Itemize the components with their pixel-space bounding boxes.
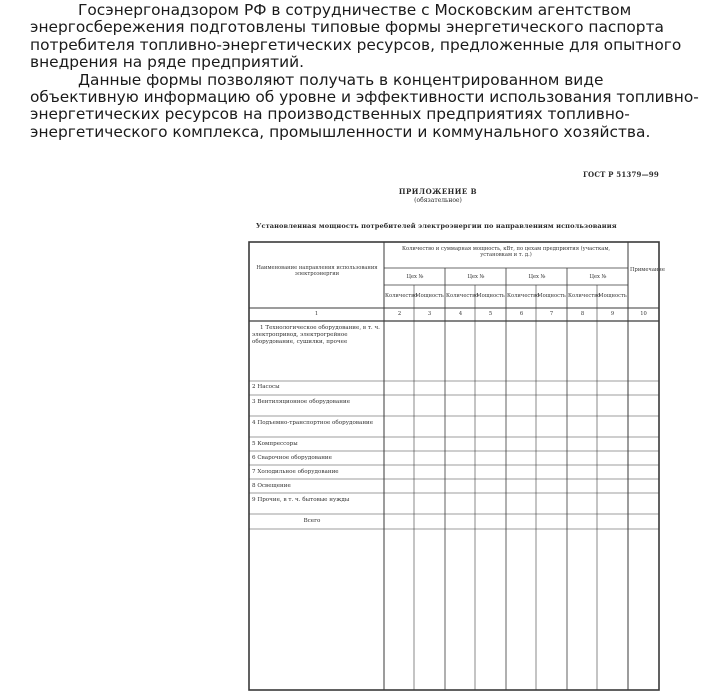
scanned-form-image bbox=[238, 165, 672, 540]
sub-power-4: Мощность bbox=[598, 293, 627, 299]
appendix-note: (обязательное) bbox=[414, 197, 462, 204]
sub-power-2: Мощность bbox=[476, 293, 505, 299]
col-number-3: 3 bbox=[427, 311, 432, 317]
col-number-7: 7 bbox=[549, 311, 554, 317]
appendix-title: ПРИЛОЖЕНИЕ В bbox=[398, 187, 478, 196]
header-left: Наименование направления использования электроэнергии bbox=[256, 265, 378, 278]
table-grid-lines bbox=[248, 241, 665, 691]
sub-power-3: Мощность bbox=[537, 293, 566, 299]
body-text bbox=[30, 2, 702, 141]
row-total: Всего bbox=[303, 518, 321, 524]
row-label-9: 9 Прочие, в т. ч. бытовые нужды bbox=[252, 497, 350, 503]
col-number-4: 4 bbox=[458, 311, 463, 317]
row-label-5: 5 Компрессоры bbox=[252, 441, 298, 447]
sub-qty-2: Количество bbox=[446, 293, 479, 299]
form-title: Установленная мощность потребителей электроэнергии по направлениям использования bbox=[256, 222, 617, 230]
sub-qty-1: Количество bbox=[385, 293, 418, 299]
col-number-8: 8 bbox=[580, 311, 585, 317]
row-label-8: 8 Освещение bbox=[252, 483, 291, 489]
row-label-2: 2 Насосы bbox=[252, 384, 280, 390]
col-number-9: 9 bbox=[610, 311, 615, 317]
shop-label-1: Цех № bbox=[406, 274, 424, 280]
sub-power-1: Мощность bbox=[415, 293, 444, 299]
col-number-2: 2 bbox=[397, 311, 402, 317]
header-notes: Примечание bbox=[630, 267, 665, 273]
row-label-3: 3 Вентиляционное оборудование bbox=[252, 399, 351, 405]
appendix-heading bbox=[368, 187, 508, 205]
paragraph-1: Госэнергонадзором РФ в сотрудничестве с Московским агентством энергосбережения подготовлены типовые формы энергетического паспорта потребителя топливно-энергетических ресурсов, предложенные для опытного внедрения на ряде предприятий. bbox=[30, 1, 682, 72]
sub-qty-3: Количество bbox=[507, 293, 540, 299]
col-number-1: 1 bbox=[314, 311, 319, 317]
sub-qty-4: Количество bbox=[568, 293, 601, 299]
header-group: Количество и суммарная мощность, кВт, по цехам предприятия (участкам, установкам и т. д.) bbox=[401, 246, 611, 259]
row-label-7: 7 Холодильное оборудование bbox=[252, 469, 339, 475]
shop-label-2: Цех № bbox=[467, 274, 485, 280]
col-number-6: 6 bbox=[519, 311, 524, 317]
paragraph-2: Данные формы позволяют получать в концентрированном виде объективную информацию об уровне и эффективности использования топливно-энергетических ресурсов на производственных предприятиях топливно-энергетического комплекса, промышленности и коммунального хозяйства. bbox=[30, 70, 699, 141]
form-table bbox=[248, 241, 665, 691]
shop-label-4: Цех № bbox=[589, 274, 607, 280]
row-label-4: 4 Подъемно-транспортное оборудование bbox=[252, 420, 374, 426]
row-label-6: 6 Сварочное оборудование bbox=[252, 455, 332, 461]
col-number-10: 10 bbox=[640, 311, 647, 317]
col-number-5: 5 bbox=[488, 311, 493, 317]
row-label-1: 1 Технологическое оборудование, в т. ч. электропривод, электрогрейное оборудование, сушилки, прочее bbox=[252, 325, 380, 345]
standard-number: ГОСТ Р 51379—99 bbox=[583, 170, 659, 179]
shop-label-3: Цех № bbox=[528, 274, 546, 280]
